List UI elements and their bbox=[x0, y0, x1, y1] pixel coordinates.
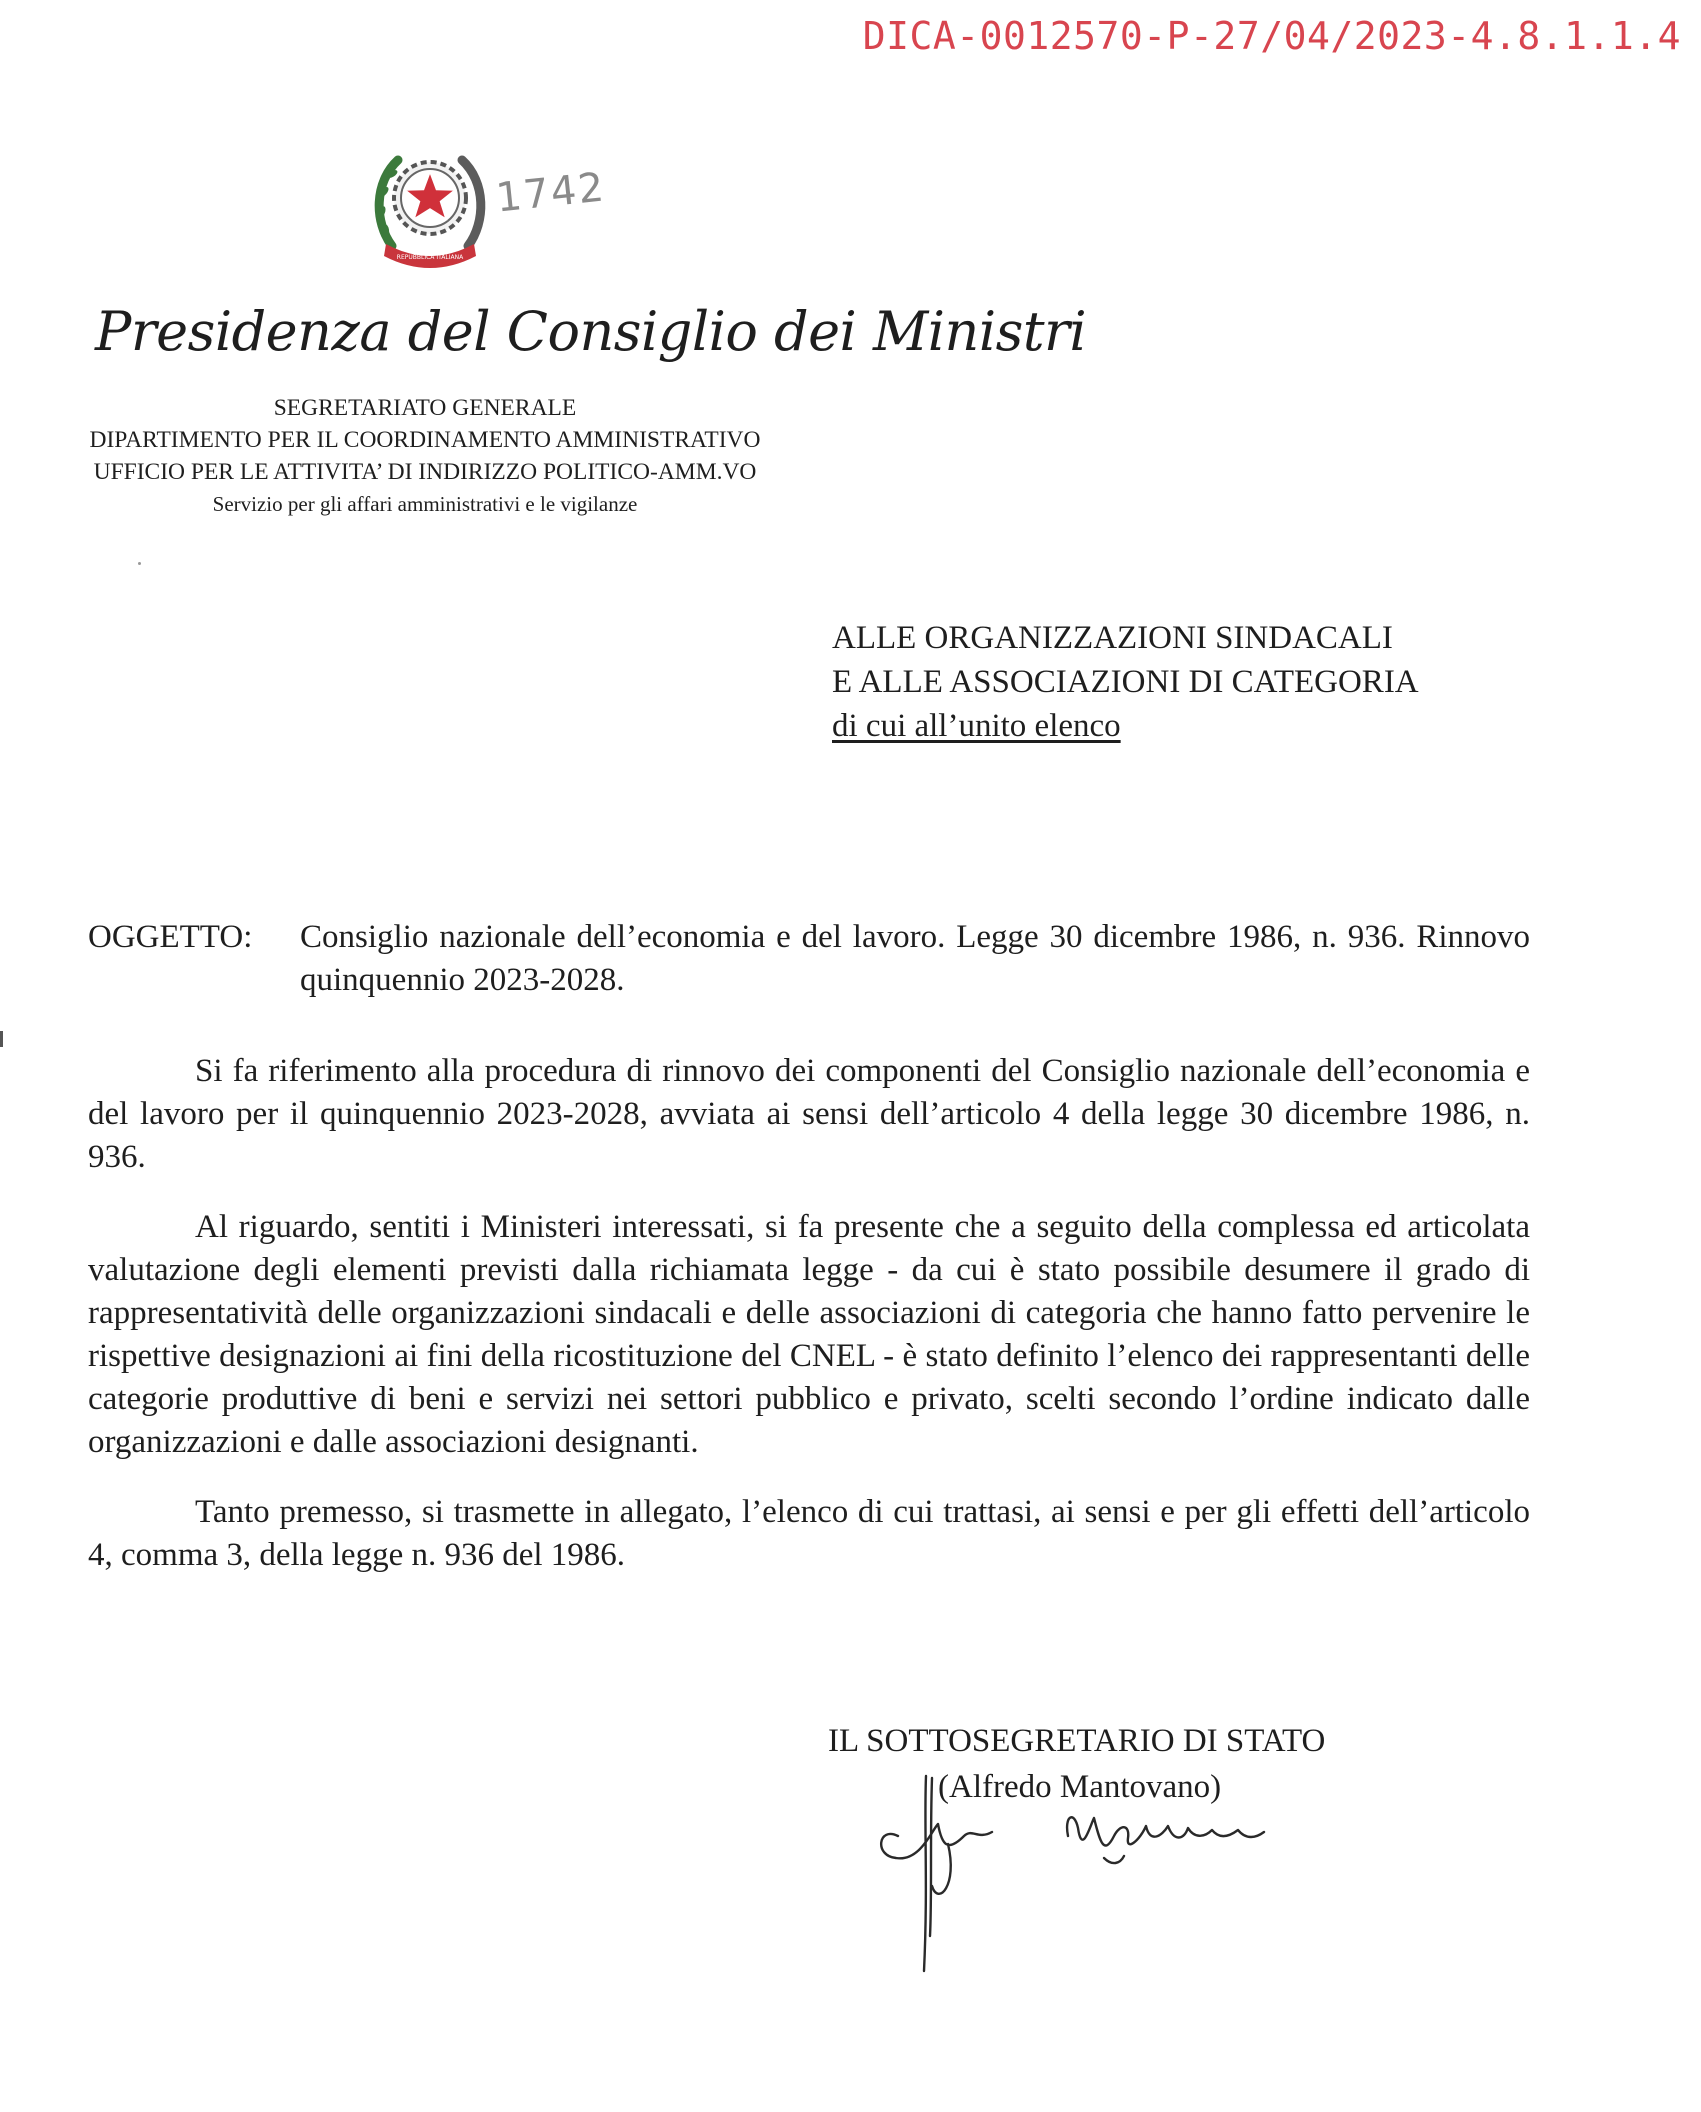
office-line: UFFICIO PER LE ATTIVITA’ DI INDIRIZZO POLITICO-AMM.VO bbox=[93, 459, 757, 485]
letter-body bbox=[88, 1050, 1530, 1604]
italian-republic-emblem-icon bbox=[372, 142, 488, 274]
emblem-ribbon-text: REPUBBLICA ITALIANA bbox=[396, 254, 464, 261]
office-line: SEGRETARIATO GENERALE bbox=[273, 395, 577, 421]
office-line: DIPARTIMENTO PER IL COORDINAMENTO AMMINISTRATIVO bbox=[89, 427, 761, 453]
subject-label: OGGETTO: bbox=[88, 919, 253, 955]
recipient-line: ALLE ORGANIZZAZIONI SINDACALI bbox=[832, 620, 1393, 656]
recipient-block bbox=[832, 616, 1419, 748]
signatory-title: IL SOTTOSEGRETARIO DI STATO bbox=[828, 1723, 1326, 1759]
body-paragraph: Si fa riferimento alla procedura di rinnovo dei componenti del Consiglio nazionale dell’economia e del lavoro per il quinquennio 2023-2028, avviata ai sensi dell’articolo 4 della legge 30 dicembre 1986, n. 936. bbox=[88, 1053, 1530, 1175]
scan-edge-mark bbox=[0, 1031, 3, 1047]
handwritten-signature-icon bbox=[868, 1766, 1328, 1986]
scan-speck bbox=[138, 562, 141, 565]
signatory-name: (Alfredo Mantovano) bbox=[938, 1769, 1222, 1805]
protocol-stamp: DICA-0012570-P-27/04/2023-4.8.1.1.4 bbox=[862, 14, 1681, 58]
subject-text: Consiglio nazionale dell’economia e del lavoro. Legge 30 dicembre 1986, n. 936. Rinnovo quinquennio 2023-2028. bbox=[300, 919, 1530, 998]
recipient-line-underlined: di cui all’unito elenco bbox=[832, 708, 1121, 744]
body-paragraph: Al riguardo, sentiti i Ministeri interessati, si fa presente che a seguito della complessa ed articolata valutazione degli elementi previsti dalla richiamata legge - da cui è stato possibile desumere il grado di rappresentatività delle organizzazioni sindacali e delle associazioni di categoria che hanno fatto pervenire le rispettive designazioni ai fini della ricostituzione del CNEL - è stato definito l’elenco dei rappresentanti delle categorie produttive di beni e servizi nei settori pubblico e privato, scelti secondo l’ordine indicato dalle organizzazioni e dalle associazioni designanti. bbox=[88, 1209, 1530, 1460]
subject-block bbox=[88, 916, 1530, 1002]
recipient-line: E ALLE ASSOCIAZIONI DI CATEGORIA bbox=[832, 664, 1419, 700]
handwritten-number: 1742 bbox=[493, 164, 608, 222]
body-paragraph: Tanto premesso, si trasmette in allegato, l’elenco di cui trattasi, ai sensi e per gli effetti dell’articolo 4, comma 3, della legge n. 936 del 1986. bbox=[88, 1494, 1530, 1573]
service-line: Servizio per gli affari amministrativi e le vigilanze bbox=[212, 492, 638, 516]
institution-name: Presidenza del Consiglio dei Ministri bbox=[95, 300, 1087, 363]
office-block bbox=[60, 392, 790, 520]
